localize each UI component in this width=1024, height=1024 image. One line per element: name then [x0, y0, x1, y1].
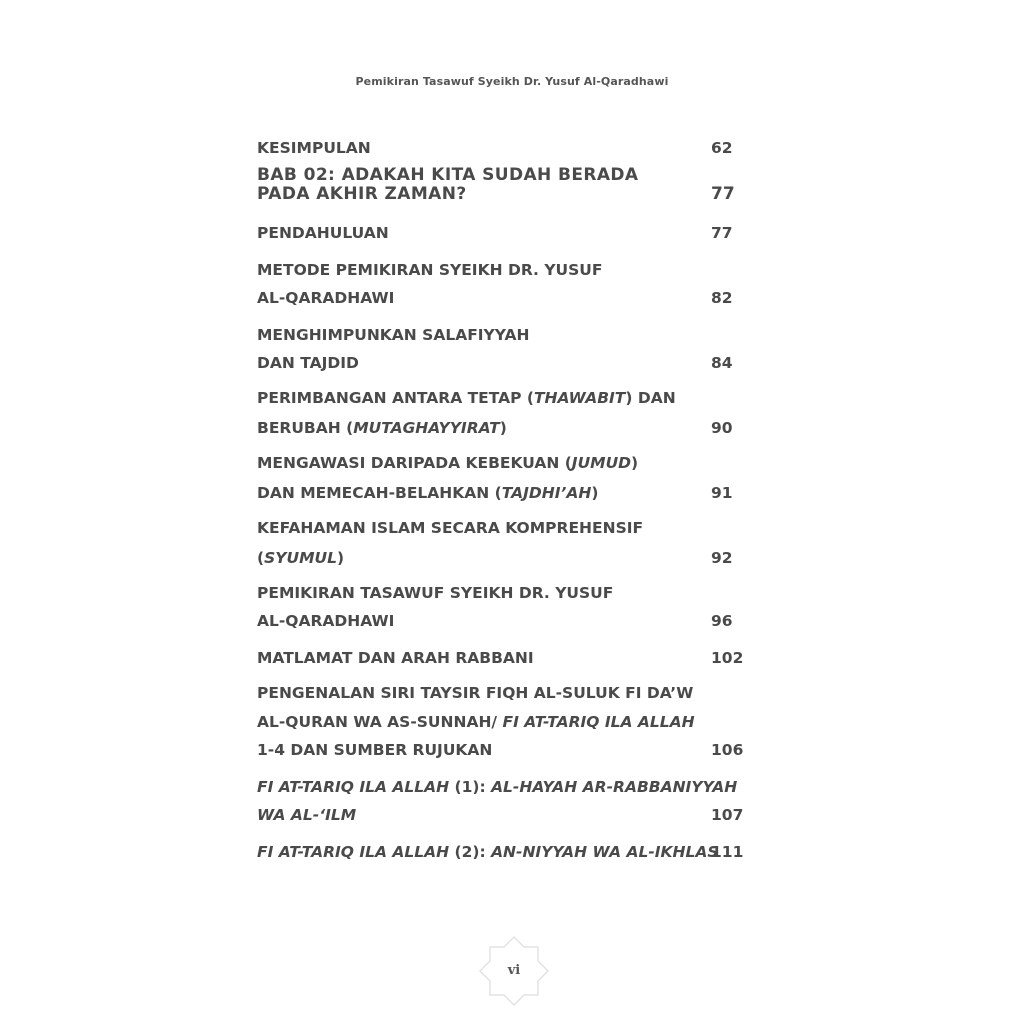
toc-page-number: 90	[711, 419, 733, 437]
toc-page-number: 84	[711, 354, 733, 372]
toc-page-number: 111	[711, 843, 744, 861]
toc-entry-matlamat: MATLAMAT DAN ARAH RABBANI	[257, 649, 534, 667]
toc-entry-perimbangan-line1: PERIMBANGAN ANTARA TETAP (THAWABIT) DAN	[257, 389, 676, 407]
running-header: Pemikiran Tasawuf Syeikh Dr. Yusuf Al-Qaradhawi	[355, 75, 669, 88]
toc-entry-kefahaman-line1: KEFAHAMAN ISLAM SECARA KOMPREHENSIF	[257, 519, 644, 537]
toc-page-number: 77	[711, 224, 733, 242]
toc-entry-pengenalan-line3: 1-4 DAN SUMBER RUJUKAN	[257, 741, 493, 759]
page-folio: vi	[507, 963, 521, 978]
toc-entry-fi1-line2: WA AL-‘ILM	[257, 806, 357, 824]
toc-page-number: 96	[711, 612, 733, 630]
toc-entry-menghimpunkan-line2: DAN TAJDID	[257, 354, 359, 372]
toc-entry-mengawasi-line1: MENGAWASI DARIPADA KEBEKUAN (JUMUD)	[257, 454, 639, 472]
toc-entry-menghimpunkan-line1: MENGHIMPUNKAN SALAFIYYAH	[257, 326, 530, 344]
chapter-heading-line2: PADA AKHIR ZAMAN?	[257, 184, 467, 204]
toc-entry-fi1-line1: FI AT-TARIQ ILA ALLAH (1): AL-HAYAH AR-RABBANIYYAH	[257, 778, 738, 796]
chapter-heading-line1: BAB 02: ADAKAH KITA SUDAH BERADA	[257, 165, 639, 185]
toc-entry-pemikiran-line2: AL-QARADHAWI	[257, 612, 395, 630]
toc-entry-fi2: FI AT-TARIQ ILA ALLAH (2): AN-NIYYAH WA AL-IKHLAS	[257, 843, 719, 861]
toc-entry-pengenalan-line2: AL-QURAN WA AS-SUNNAH/ FI AT-TARIQ ILA ALLAH	[257, 713, 695, 731]
toc-page-number: 91	[711, 484, 733, 502]
toc-page-number: 82	[711, 289, 733, 307]
toc-entry-mengawasi-line2: DAN MEMECAH-BELAHKAN (TAJDHI’AH)	[257, 484, 599, 502]
toc-page-number: 77	[711, 184, 735, 204]
toc-entry-metode-line1: METODE PEMIKIRAN SYEIKH DR. YUSUF	[257, 261, 603, 279]
toc-page-number: 107	[711, 806, 744, 824]
toc-entry-metode-line2: AL-QARADHAWI	[257, 289, 395, 307]
toc-entry-kesimpulan: KESIMPULAN	[257, 139, 371, 157]
toc-entry-pengenalan-line1: PENGENALAN SIRI TAYSIR FIQH AL-SULUK FI DA’W	[257, 684, 694, 702]
toc-entry-kefahaman-line2: (SYUMUL)	[257, 549, 345, 567]
toc-page-number: 62	[711, 139, 733, 157]
toc-entry-pendahuluan: PENDAHULUAN	[257, 224, 389, 242]
toc-entry-pemikiran-line1: PEMIKIRAN TASAWUF SYEIKH DR. YUSUF	[257, 584, 614, 602]
toc-page-number: 102	[711, 649, 744, 667]
toc-entry-perimbangan-line2: BERUBAH (MUTAGHAYYIRAT)	[257, 419, 507, 437]
toc-page-number: 92	[711, 549, 733, 567]
toc-page-number: 106	[711, 741, 744, 759]
